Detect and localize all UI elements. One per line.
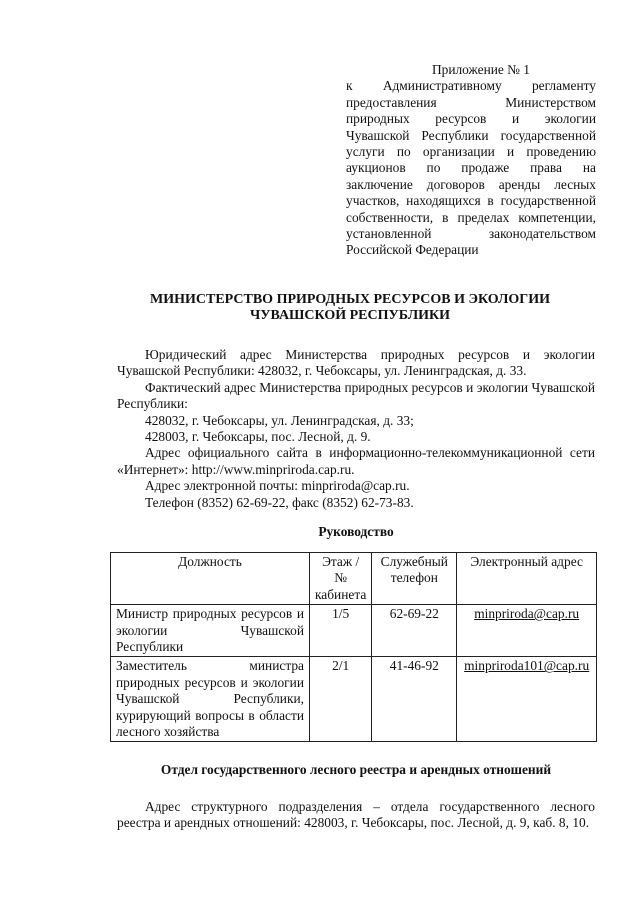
row-position: Заместитель министра природных ресурсов и экологии Чувашской Республики, курирующий вопросы в области лесного хозяйства [111,657,310,742]
leadership-title: Руководство [318,524,394,539]
annex-text: к Административному регламенту предоставления Министерством природных ресурсов и экологии Чувашской Республики государственной услуги по организации и проведению аукционов по продаже права на заключение договоров аренды лесных участков, находящихся в государственной собственности, в пределах компетенции, установленной законодательством Российской Федерации [346,78,596,258]
actual-address-1: 428032, г. Чебоксары, ул. Ленинградская, д. 33; [145,412,414,428]
row-email-cell [457,657,597,742]
row-floor: 2/1 [310,657,372,742]
email-link[interactable]: minpriroda101@cap.ru [464,658,590,674]
organization-title-line-1: МИНИСТЕРСТВО ПРИРОДНЫХ РЕСУРСОВ И ЭКОЛОГИИ [150,292,550,307]
department-address-block [117,799,595,832]
phone-line: Телефон (8352) 62-69-22, факс (8352) 62-73-83. [145,494,414,510]
table-row [111,605,597,657]
department-title: Отдел государственного лесного реестра и арендных отношений [160,762,552,777]
header-phone: Служебный телефон [372,553,457,605]
leadership-table [110,552,597,742]
organization-title [90,292,610,324]
email-line: Адрес электронной почты: minpriroda@cap.ru. [145,478,410,494]
table-row [111,657,597,742]
header-position: Должность [111,553,310,605]
row-email-cell [457,605,597,657]
row-position: Министр природных ресурсов и экологии Чувашской Республики [111,605,310,657]
actual-address-2: 428003, г. Чебоксары, пос. Лесной, д. 9. [145,429,371,445]
annex-header [346,62,596,259]
department-address: Адрес структурного подразделения – отдела государственного лесного реестра и арендных отношений: 428003, г. Чебоксары, пос. Лесной, д. 9, каб. 8, 10. [117,799,595,831]
actual-address-label: Фактический адрес Министерства природных ресурсов и экологии Чувашской Республики: [117,379,595,412]
table-header-row [111,553,597,605]
legal-address: Юридический адрес Министерства природных ресурсов и экологии Чувашской Республики: 428032, г. Чебоксары, ул. Ленинградская, д. 33. [117,347,595,379]
row-phone: 41-46-92 [372,657,457,742]
website: Адрес официального сайта в информационно-телекоммуникационной сети «Интернет»: http://www.minpriroda.cap.ru. [117,445,595,477]
contact-info [117,347,595,511]
row-floor: 1/5 [310,605,372,657]
row-phone: 62-69-22 [372,605,457,657]
organization-title-line-2: ЧУВАШСКОЙ РЕСПУБЛИКИ [249,308,451,323]
header-email: Электронный адрес [457,553,597,605]
header-floor: Этаж / № кабинета [310,553,372,605]
annex-title: Приложение № 1 [431,62,531,77]
email-link[interactable]: minpriroda@cap.ru [474,606,580,622]
